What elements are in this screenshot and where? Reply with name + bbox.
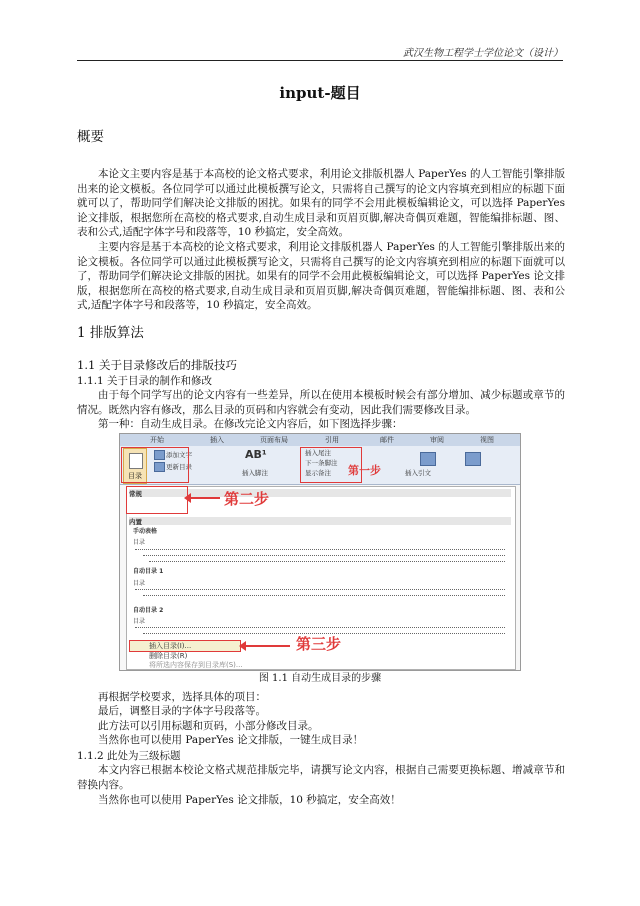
step-three-arrow — [245, 645, 290, 647]
abstract-paragraph-1: 本论文主要内容是基于本高校的论文格式要求，利用论文排版机器人 PaperYes 的人工智能引擎排版出来的论文模板。各位同学可以通过此模板撰写论文，只需将自己撰写的论文内容填充到相应的标题下面就可以了，帮助同学们解决论文排版的困扰。如果有的同学不会用此模板编辑论文，可以选择 PaperYes 论文排版，根据您所在高校的格式要求,自动生成目录和页眉页脚,解决奇偶页难题，智能编排标题、图、表和公式,适配字体字号和段落等，10 秒搞定，安全高效。 — [77, 168, 565, 238]
section-1-heading: 1 排版算法 — [77, 325, 144, 341]
after-line-2: 最后，调整目录的字体字号段落等。 — [98, 705, 266, 717]
step-three-label: 第三步 — [296, 635, 342, 653]
toc-entry-label-1: 目录 — [133, 539, 146, 546]
update-toc-label: 更新目录 — [166, 463, 192, 471]
footnote-label: 插入脚注 — [242, 469, 268, 477]
toc-entry-label-2: 目录 — [133, 580, 146, 587]
last-line: 当然你也可以使用 PaperYes 论文排版，10 秒搞定，安全高效！ — [98, 794, 401, 806]
add-text-label: 添加文字 — [166, 451, 192, 459]
toc-dotline-3 — [149, 561, 505, 562]
abstract-heading: 概要 — [77, 129, 104, 145]
step-one-label: 第一步 — [348, 464, 381, 477]
tab-review: 审阅 — [430, 436, 444, 444]
tab-view: 视图 — [480, 436, 494, 444]
tab-layout: 页面布局 — [260, 436, 288, 444]
section-1-1-1-heading: 1.1.1 关于目录的制作和修改 — [77, 375, 213, 387]
toc-dotline-2 — [143, 555, 505, 556]
figure-caption: 图 1.1 自动生成目录的步骤 — [258, 673, 382, 684]
tab-references: 引用 — [325, 436, 339, 444]
step-one-highlight — [121, 447, 189, 483]
toc-button-label: 目录 — [128, 472, 142, 480]
closing-paragraph: 本文内容已根据本校论文格式规范排版完毕，请撰写论文内容，根据自己需要更换标题、增减章节和替换内容。 — [77, 764, 565, 791]
step-two-arrow — [190, 497, 220, 499]
dropdown-section-builtin: 常规 — [129, 489, 511, 497]
next-footnote-label: 下一条脚注 — [305, 459, 338, 467]
toc-screenshot-figure — [119, 433, 521, 671]
auto-toc-2-label: 自动目录 2 — [133, 607, 164, 614]
save-selection-item: 将所选内容保存到目录库(S)... — [149, 661, 243, 669]
toc-entry-label-3: 目录 — [133, 618, 146, 625]
manual-table-label: 手动表格 — [133, 528, 158, 535]
section-1-1-heading: 1.1 关于目录修改后的排版技巧 — [77, 358, 237, 372]
after-line-3: 此方法可以引用标题和页码，小部分修改目录。 — [98, 720, 319, 732]
auto-toc-1-label: 自动目录 1 — [133, 568, 164, 575]
step-one-line: 第一种：自动生成目录。在修改完论文内容后，如下图选择步骤： — [98, 418, 403, 430]
tab-home: 开始 — [150, 436, 164, 444]
delete-toc-item: 删除目录(R) — [149, 652, 188, 660]
toc-dotline-4 — [135, 589, 505, 590]
manage-sources-icon — [465, 452, 481, 466]
toc-paragraph: 由于每个同学写出的论文内容有一些差异，所以在使用本模板时候会有部分增加、减少标题或章节的情况。既然内容有修改，那么目录的页码和内容就会有变动，因此我们需要修改目录。 — [77, 389, 565, 416]
abstract-paragraph-2: 主要内容是基于本高校的论文格式要求，利用论文排版机器人 PaperYes 的人工智能引擎排版出来的论文模板。各位同学可以通过此模板撰写论文，只需将自己撰写的论文内容填充到相应的标题下面就可以了，帮助同学们解决论文排版的困扰。如果有的同学不会用此模板编辑论文，可以选择 PaperYes 论文排版，根据您所在高校的格式要求,自动生成目录和页眉页脚,解决奇偶页难题，智能编排标题、图、表和公式,适配字体字号和段落等，10 秒搞定，安全高效。 — [77, 241, 565, 311]
tab-insert: 插入 — [210, 436, 224, 444]
show-notes-label: 显示备注 — [305, 469, 331, 477]
after-line-4: 当然你也可以使用 PaperYes 论文排版，一键生成目录！ — [98, 734, 364, 746]
dropdown-section-inbuilt: 内置 — [129, 517, 511, 525]
insert-citation-label: 插入引文 — [405, 469, 431, 477]
insert-endnote-label: 插入尾注 — [305, 449, 331, 457]
footnote-ab-icon: AB¹ — [245, 448, 267, 461]
section-1-1-2-heading: 1.1.2 此处为三级标题 — [77, 750, 181, 762]
toc-dotline-6 — [135, 627, 505, 628]
tab-mailings: 邮件 — [380, 436, 394, 444]
after-line-1: 再根据学校要求，选择具体的项目： — [98, 691, 266, 703]
toc-dotline-5 — [143, 595, 505, 596]
step-two-highlight — [126, 486, 188, 514]
toc-dotline-1 — [135, 549, 505, 550]
running-header: 武汉生物工程学士学位论文（设计） — [77, 44, 563, 61]
insert-toc-item: 插入目录(I)... — [149, 642, 192, 650]
citation-icon — [420, 452, 436, 466]
step-two-label: 第二步 — [224, 490, 270, 508]
document-title: input-题目 — [279, 84, 361, 102]
